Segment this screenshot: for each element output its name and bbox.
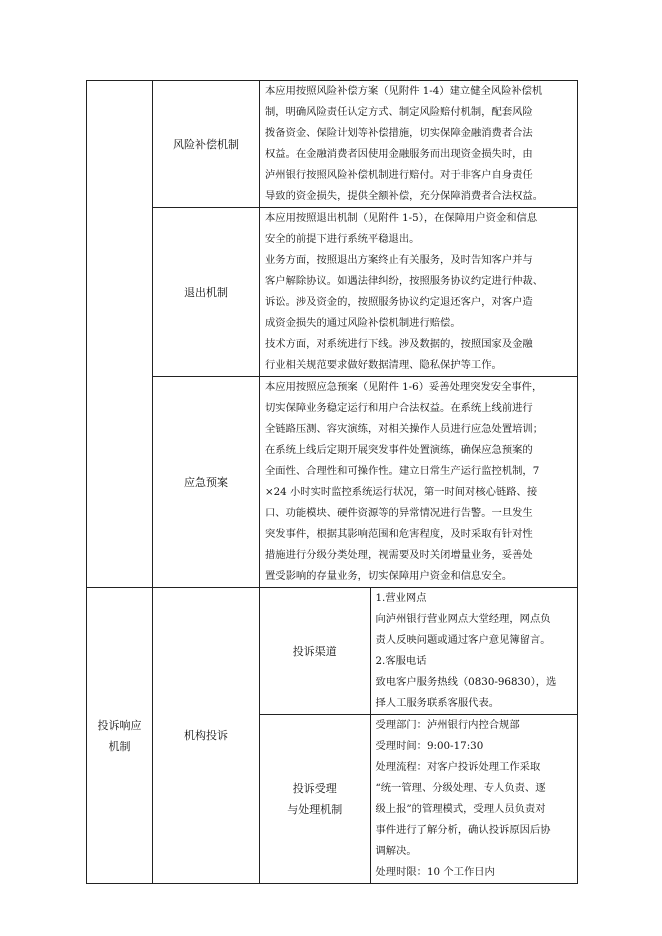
emergency-line: 置受影响的存量业务，切实保障用户资金和信息安全。 xyxy=(265,570,513,582)
complaint-category-label xyxy=(87,588,153,884)
emergency-line: 突发事件，根据其影响范围和危害程度，及时采取有针对性 xyxy=(265,528,533,540)
exit-line: 本应用按照退出机制（见附件 1-5），在保障用户资金和信息 xyxy=(265,212,538,224)
handling-label-line: 与处理机制 xyxy=(287,803,343,816)
channel-line: 致电客户服务热线（0830-96830），选 xyxy=(375,676,557,688)
exit-text xyxy=(260,208,578,377)
exit-line: 技术方面，对系统进行下线。涉及数据的，按照国家及金融 xyxy=(265,338,533,350)
emergency-line: 在系统上线后定期开展突发事件处置演练，确保应急预案的 xyxy=(265,444,533,456)
handling-line: 调解决。 xyxy=(375,845,417,857)
handling-line: 处理时限：10 个工作日内 xyxy=(375,866,495,878)
risk-line: 导致的资金损失，提供全额补偿，充分保障消费者合法权益。 xyxy=(265,190,544,202)
complaint-sub-table xyxy=(260,588,578,883)
risk-line: 拨备资金、保险计划等补偿措施，切实保障金融消费者合法 xyxy=(265,127,533,139)
exit-line: 行业相关规范要求做好数据清理、隐私保护等工作。 xyxy=(265,359,502,371)
exit-line: 安全的前提下进行系统平稳退出。 xyxy=(265,233,420,245)
complaint-sub-label: 机构投诉 xyxy=(153,588,260,884)
emergency-line: 措施进行分级分类处理，视需要及时关闭增量业务，妥善处 xyxy=(265,549,533,561)
exit-line: 诉讼。涉及资金的，按照服务协议约定退还客户，对客户造 xyxy=(265,296,533,308)
handling-line: 处理流程：对客户投诉处理工作采取 xyxy=(375,761,541,773)
channel-line: 1.营业网点 xyxy=(375,592,427,604)
channel-line: 2.客服电话 xyxy=(375,655,427,667)
channel-line: 向泸州银行营业网点大堂经理，网点负 xyxy=(375,613,551,625)
handling-text xyxy=(370,715,578,884)
handling-label-line: 投诉受理 xyxy=(292,782,337,795)
risk-line: 本应用按照风险补偿方案（见附件 1-4）建立健全风险补偿机 xyxy=(265,85,543,97)
risk-text xyxy=(260,81,578,208)
channel-line: 责人反映问题或通过客户意见簿留言。 xyxy=(375,634,551,646)
exit-line: 业务方面，按照退出方案终止有关服务，及时告知客户并与 xyxy=(265,254,533,266)
handling-line: 受理时间：9:00-17:30 xyxy=(375,740,484,752)
mechanism-table xyxy=(86,80,578,884)
handling-line: 级上报”的管理模式，受理人员负责对 xyxy=(375,803,546,815)
emergency-line: 切实保障业务稳定运行和用户合法权益。在系统上线前进行 xyxy=(265,402,533,414)
channel-label: 投诉渠道 xyxy=(260,588,370,715)
complaint-category-line: 机制 xyxy=(108,739,131,753)
emergency-line: 本应用按照应急预案（见附件 1-6）妥善处理突发安全事件， xyxy=(265,381,543,393)
handling-line: “统一管理、分级处理、专人负责、逐 xyxy=(375,782,546,794)
emergency-line: ×24 小时实时监控系统运行状况，第一时间对核心链路、接 xyxy=(265,486,538,498)
handling-row xyxy=(260,715,578,884)
emergency-line: 口、功能模块、硬件资源等的异常情况进行告警。一旦发生 xyxy=(265,507,533,519)
handling-line: 受理部门：泸州银行内控合规部 xyxy=(375,719,520,731)
emergency-line: 全链路压测、容灾演练，对相关操作人员进行应急处置培训； xyxy=(265,423,544,435)
complaint-detail-cell xyxy=(260,588,578,884)
emergency-row xyxy=(87,377,578,588)
risk-row xyxy=(87,81,578,208)
exit-label: 退出机制 xyxy=(153,208,260,377)
channel-row xyxy=(260,588,578,715)
exit-row xyxy=(87,208,578,377)
complaint-row xyxy=(87,588,578,884)
channel-text xyxy=(370,588,578,715)
risk-line: 制，明确风险责任认定方式、制定风险赔付机制，配套风险 xyxy=(265,106,533,118)
exit-line: 成资金损失的通过风险补偿机制进行赔偿。 xyxy=(265,317,461,329)
risk-line: 泸州银行按照风险补偿机制进行赔付。对于非客户自身责任 xyxy=(265,169,533,181)
complaint-category-line: 投诉响应 xyxy=(97,718,142,732)
risk-line: 权益。在金融消费者因使用金融服务而出现资金损失时，由 xyxy=(265,148,533,160)
risk-label: 风险补偿机制 xyxy=(153,81,260,208)
handling-label xyxy=(260,715,370,884)
upper-category-cell xyxy=(87,81,153,588)
emergency-text xyxy=(260,377,578,588)
emergency-label: 应急预案 xyxy=(153,377,260,588)
emergency-line: 全面性、合理性和可操作性。建立日常生产运行监控机制，7 xyxy=(265,465,540,477)
exit-line: 客户解除协议。如遇法律纠纷，按照服务协议约定进行仲裁、 xyxy=(265,275,544,287)
handling-line: 事件进行了解分析，确认投诉原因后协 xyxy=(375,824,551,836)
channel-line: 择人工服务联系客服代表。 xyxy=(375,697,500,709)
